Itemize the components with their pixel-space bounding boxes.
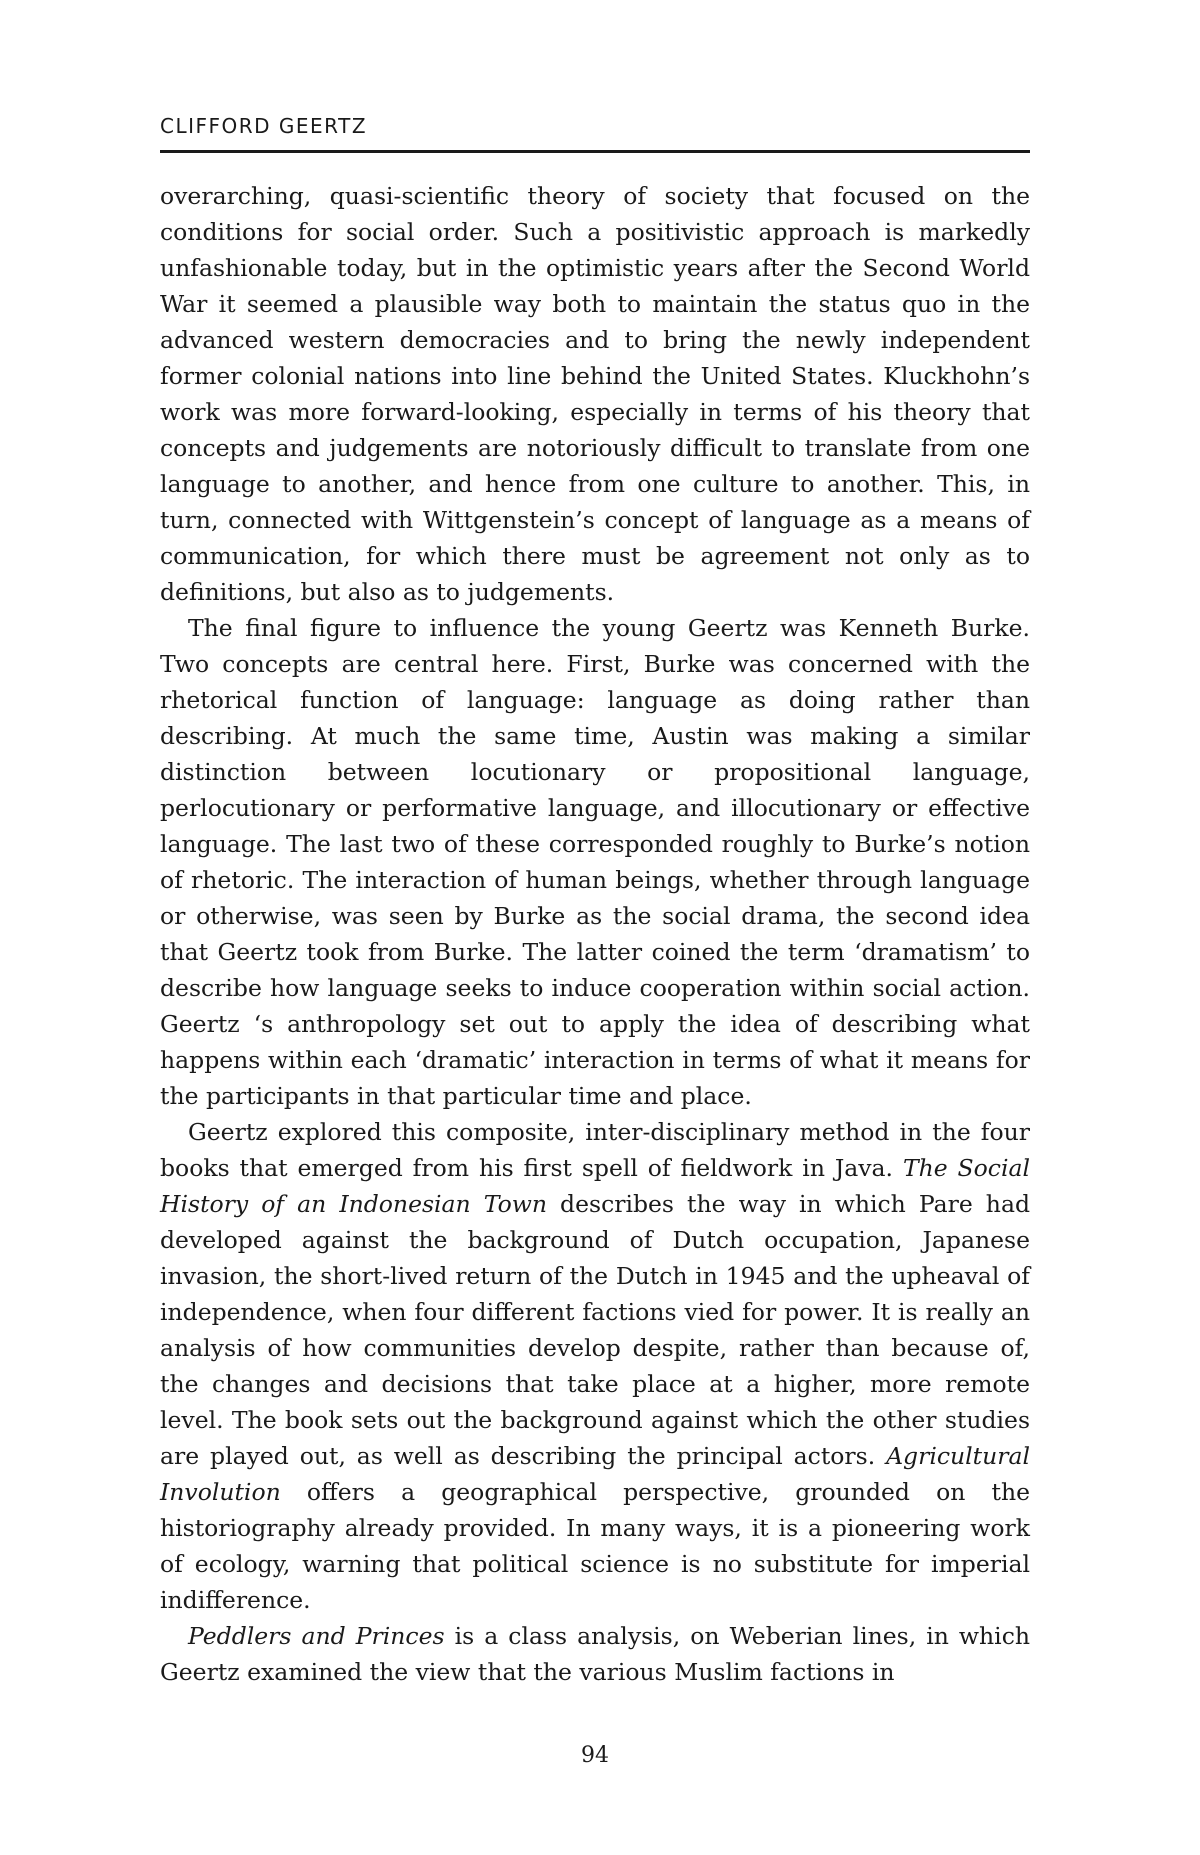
paragraph-2: The final figure to influence the young Geertz was Kenneth Burke. Two concepts are central here. First, Burke was concerned with the rhetorical function of language: language as doing rather than describing. At much the same time, Austin was making a similar distinction between locutionary or propositional language, perlocutionary or performative language, and illocutionary or effective language. The last two of these corresponded roughly to Burke’s notion of rhetoric. The interaction of human beings, whether through language or otherwise, was seen by Burke as the social drama, the second idea that Geertz took from Burke. The latter coined the term ‘dramatism’ to describe how language seeks to induce cooperation within social action. Geertz ‘s anthropology set out to apply the idea of describing what happens within each ‘dramatic’ interaction in terms of what it means for the participants in that particular time and place. bbox=[160, 614, 1030, 1110]
paragraph-3-text-a: Geertz explored this composite, inter-disciplinary method in the four books that emerged from his first spell of fieldwork in Java. bbox=[160, 1118, 1030, 1182]
paragraph-3 bbox=[160, 1114, 1030, 1618]
running-head: CLIFFORD GEERTZ bbox=[160, 114, 368, 138]
header-rule bbox=[160, 150, 1030, 153]
body-text bbox=[160, 178, 1030, 1690]
paragraph-4 bbox=[160, 1618, 1030, 1690]
book-title-social-history: The Social History of an Indonesian Town bbox=[160, 1154, 1030, 1218]
paragraph-3-text-b: describes the way in which Pare had developed against the background of Dutch occupation, Japanese invasion, the short-lived return of the Dutch in 1945 and the upheaval of independence, when four different factions vied for power. It is really an analysis of how communities develop despite, rather than because of, the changes and decisions that take place at a higher, more remote level. The book sets out the background against which the other studies are played out, as well as describing the principal actors. bbox=[160, 1190, 1030, 1470]
book-page bbox=[160, 0, 1030, 1855]
paragraph-1: overarching, quasi-scientific theory of society that focused on the conditions for social order. Such a positivistic approach is markedly unfashionable today, but in the optimistic years after the Second World War it seemed a plausible way both to maintain the status quo in the advanced western democracies and to bring the newly independent former colonial nations into line behind the United States. Kluckhohn’s work was more forward-looking, especially in terms of his theory that concepts and judgements are notoriously difficult to translate from one language to another, and hence from one culture to another. This, in turn, connected with Wittgenstein’s concept of language as a means of communication, for which there must be agreement not only as to definitions, but also as to judgements. bbox=[160, 182, 1030, 606]
book-title-agricultural-involution: Agricultural Involution bbox=[160, 1442, 1030, 1506]
page-number: 94 bbox=[581, 1743, 609, 1768]
book-title-peddlers-and-princes: Peddlers and Princes bbox=[188, 1622, 445, 1650]
paragraph-3-text-c: offers a geographical perspective, grounded on the historiography already provided. In many ways, it is a pioneering work of ecology, warning that political science is no substitute for imperial indifference. bbox=[160, 1478, 1030, 1614]
paragraph-4-text-a: is a class analysis, on Weberian lines, in which Geertz examined the view that the various Muslim factions in bbox=[160, 1622, 1030, 1686]
